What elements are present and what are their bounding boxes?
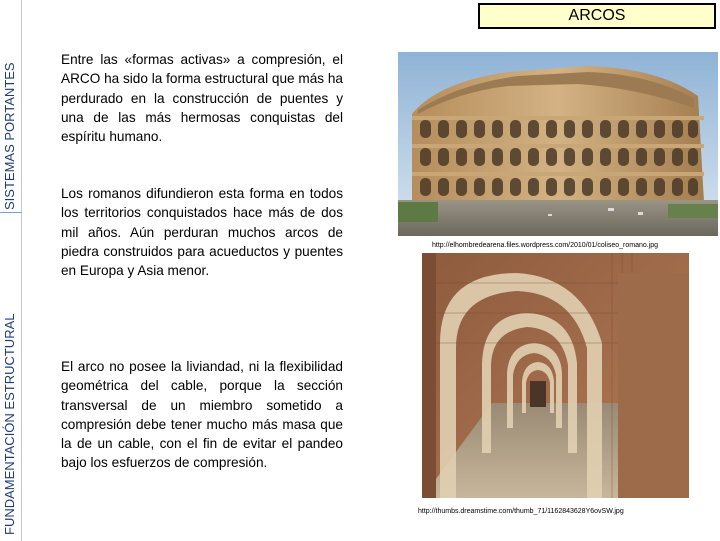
sidebar-section-bottom bbox=[0, 212, 22, 541]
arcade-photo bbox=[422, 253, 689, 498]
sidebar-label-top: SISTEMAS PORTANTES bbox=[2, 62, 17, 210]
arcade-caption: http://thumbs.dreamstime.com/thumb_71/1162843628Y6ovSW.jpg bbox=[418, 508, 624, 515]
paragraph-romans: Los romanos difundieron esta forma en todos los territorios conquistados hace más de dos mil años. Aún perduran muchos arcos de piedra construidos para acueductos y puentes en Europa y Asia menor. bbox=[61, 186, 343, 279]
paragraph-intro: Entre las «formas activas» a compresión, el ARCO ha sido la forma estructural que más ha perdurado en la construcción de puentes y una de las más hermosas conquistas del espíritu humano. bbox=[61, 52, 343, 145]
sidebar-section-top bbox=[0, 0, 22, 212]
colosseum-caption: http://elhombredearena.files.wordpress.com/2010/01/coliseo_romano.jpg bbox=[432, 242, 659, 249]
page-title: ARCOS bbox=[478, 3, 716, 29]
side-bar bbox=[0, 0, 21, 540]
sidebar-label-bottom: FUNDAMENTACIÓN ESTRUCTURAL bbox=[2, 313, 17, 535]
colosseum-photo bbox=[398, 52, 718, 236]
paragraph-comparison: El arco no posee la liviandad, ni la flexibilidad geométrica del cable, porque la sección transversal de un miembro sometido a compresión debe tener mucho más masa que la de un cable, con el fin de evitar el pandeo bajo los esfuerzos de compresión. bbox=[61, 359, 343, 471]
